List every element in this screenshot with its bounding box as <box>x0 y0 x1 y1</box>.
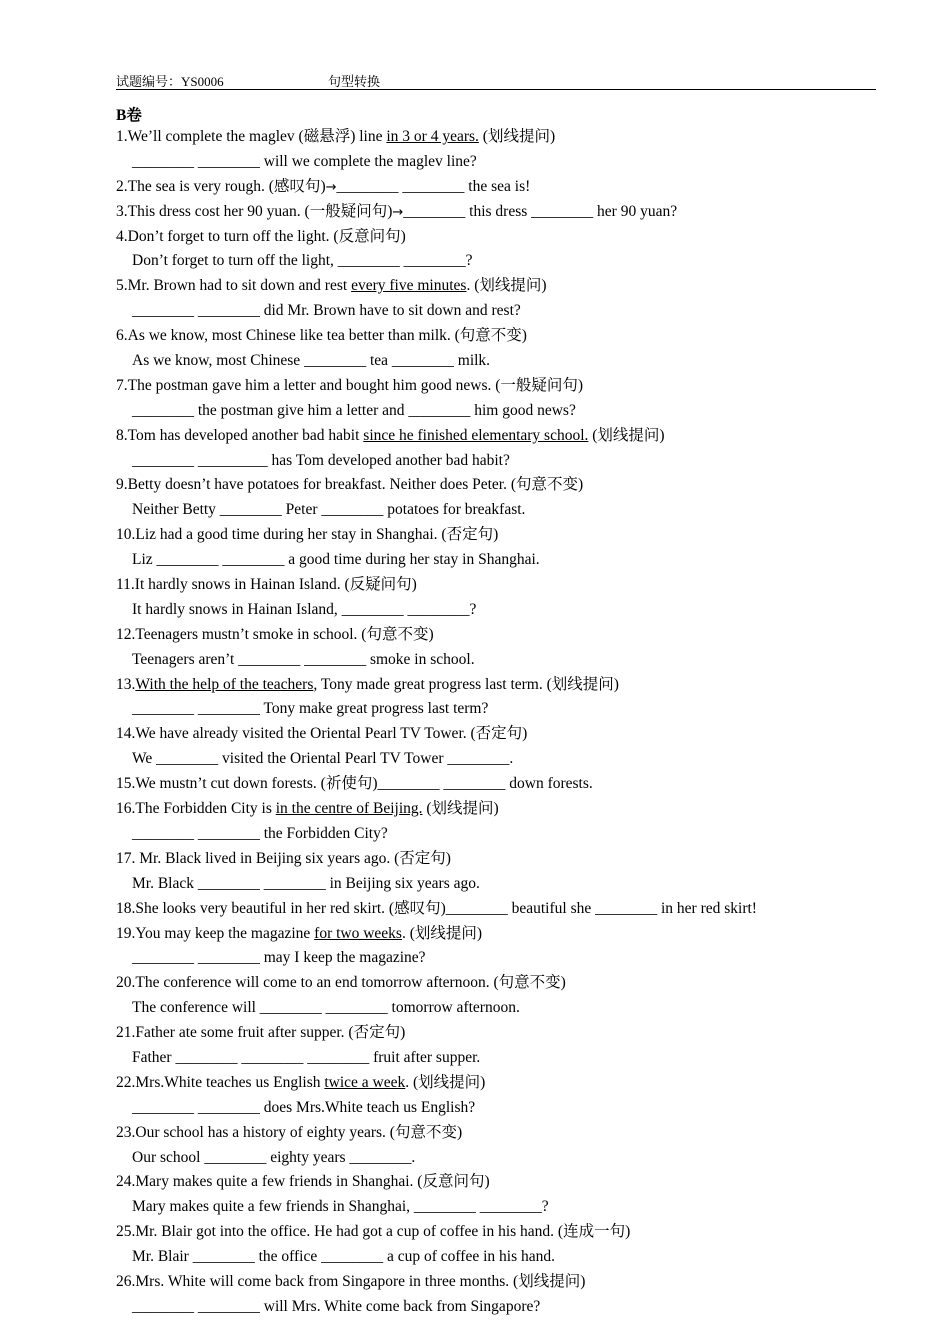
section-title: B卷 <box>116 107 142 124</box>
underlined-phrase: in 3 or 4 years. <box>386 128 479 145</box>
answer-line <box>116 872 876 897</box>
question-line <box>116 971 876 996</box>
question-line <box>116 1270 876 1295</box>
line-text: 17. Mr. Black lived in Beijing six years ago. (否定句) <box>116 849 451 867</box>
question-line <box>116 573 876 598</box>
line-text: 24.Mary makes quite a few friends in Shanghai. (反意问句) <box>116 1173 490 1191</box>
line-text: . (划线提问) <box>405 1073 486 1091</box>
question-line <box>116 1021 876 1046</box>
line-text: As we know, most Chinese ________ tea ________ milk. <box>132 352 491 370</box>
line-text: 23.Our school has a history of eighty years. (句意不变) <box>116 1123 463 1141</box>
answer-line <box>116 1096 876 1121</box>
line-text: ________ _________ has Tom developed another bad habit? <box>132 451 510 469</box>
line-text: Teenagers aren’t ________ ________ smoke in school. <box>132 650 475 668</box>
question-line <box>116 125 876 150</box>
line-text: ________ ________ the sea is! <box>336 177 531 195</box>
answer-line <box>116 697 876 722</box>
underlined-phrase: since he finished elementary school. <box>363 426 589 444</box>
answer-line <box>116 996 876 1021</box>
line-text: 9.Betty doesn’t have potatoes for breakfast. Neither does Peter. (句意不变) <box>116 476 584 494</box>
line-text: (划线提问) <box>478 128 556 145</box>
question-line <box>116 623 876 648</box>
question-line <box>116 523 876 548</box>
question-type: 句型转换 <box>328 74 381 89</box>
answer-line <box>116 648 876 673</box>
line-text: 26.Mrs. White will come back from Singapore in three months. (划线提问) <box>116 1272 586 1290</box>
line-text: 5.Mr. Brown had to sit down and rest <box>116 277 352 295</box>
line-text: ________ ________ will Mrs. White come back from Singapore? <box>132 1297 541 1315</box>
question-line <box>116 374 876 399</box>
line-text: Mary makes quite a few friends in Shanghai, ________ ________? <box>132 1198 549 1216</box>
line-text: 15.We mustn’t cut down forests. (祈使句)________ ________ down forests. <box>116 775 593 793</box>
line-text: It hardly snows in Hainan Island, ________ ________? <box>132 600 477 618</box>
line-text: 2.The sea is very rough. (感叹句) <box>116 177 326 195</box>
line-text: 10.Liz had a good time during her stay in Shanghai. (否定句) <box>116 526 499 544</box>
answer-line <box>116 399 876 424</box>
line-text: We ________ visited the Oriental Pearl TV Tower ________. <box>132 750 514 768</box>
line-text: 19.You may keep the magazine <box>116 924 315 942</box>
question-line <box>116 797 876 822</box>
answer-line <box>116 598 876 623</box>
line-text: ________ ________ the Forbidden City? <box>132 824 388 842</box>
underlined-phrase: With the help of the teachers <box>135 675 314 693</box>
question-line <box>116 175 876 200</box>
line-text: ________ ________ will we complete the maglev line? <box>132 152 477 170</box>
line-text: Don’t forget to turn off the light, ________ ________? <box>132 252 473 270</box>
question-line <box>116 897 876 922</box>
answer-line <box>116 747 876 772</box>
question-line <box>116 922 876 947</box>
line-text: 3.This dress cost her 90 yuan. (一般疑问句) <box>116 202 393 220</box>
line-text: Neither Betty ________ Peter ________ potatoes for breakfast. <box>132 501 526 519</box>
line-text: ________ ________ may I keep the magazine? <box>132 949 426 967</box>
answer-line <box>116 299 876 324</box>
question-line <box>116 847 876 872</box>
answer-line <box>116 1146 876 1171</box>
line-text: 13. <box>116 675 136 693</box>
line-text: Father ________ ________ ________ fruit after supper. <box>132 1048 481 1066</box>
answer-line <box>116 498 876 523</box>
question-line <box>116 324 876 349</box>
line-text: 7.The postman gave him a letter and bought him good news. (一般疑问句) <box>116 376 584 394</box>
line-text: 8.Tom has developed another bad habit <box>116 426 364 444</box>
answer-line <box>116 449 876 474</box>
line-text: The conference will ________ ________ tomorrow afternoon. <box>132 999 520 1017</box>
answer-line <box>116 1046 876 1071</box>
answer-line <box>116 1195 876 1220</box>
line-text: . (划线提问) <box>466 277 547 295</box>
answer-line <box>116 1245 876 1270</box>
line-text: 1.We’ll complete the maglev (磁悬浮) line <box>116 128 387 145</box>
line-text: 21.Father ate some fruit after supper. (否定句) <box>116 1024 406 1042</box>
line-text: 25.Mr. Blair got into the office. He had got a cup of coffee in his hand. (连成一句) <box>116 1223 631 1241</box>
arrow-right-icon: → <box>325 179 337 195</box>
line-text: 16.The Forbidden City is <box>116 800 276 818</box>
question-line <box>116 1220 876 1245</box>
answer-line <box>116 822 876 847</box>
line-text: . (划线提问) <box>401 924 483 942</box>
question-code: 试题编号：YS0006 <box>116 74 224 89</box>
line-text: Mr. Blair ________ the office ________ a cup of coffee in his hand. <box>132 1248 556 1266</box>
line-text: ________ the postman give him a letter and ________ him good news? <box>132 401 576 419</box>
line-text: ________ ________ does Mrs.White teach us English? <box>132 1098 476 1116</box>
underlined-phrase: in the centre of Beijing. <box>275 800 423 818</box>
line-text: 4.Don’t forget to turn off the light. (反意问句) <box>116 227 406 245</box>
answer-line <box>116 946 876 971</box>
line-text: 22.Mrs.White teaches us English <box>116 1073 325 1091</box>
underlined-phrase: for two weeks <box>314 924 402 942</box>
line-text: 6.As we know, most Chinese like tea better than milk. (句意不变) <box>116 327 527 345</box>
line-text: 14.We have already visited the Oriental Pearl TV Tower. (否定句) <box>116 725 528 743</box>
answer-line <box>116 249 876 274</box>
line-text: 12.Teenagers mustn’t smoke in school. (句意不变) <box>116 625 434 643</box>
line-text: ________ ________ Tony make great progress last term? <box>132 700 489 718</box>
line-text: 11.It hardly snows in Hainan Island. (反疑问句) <box>116 576 417 594</box>
line-text: ________ ________ did Mr. Brown have to sit down and rest? <box>132 302 521 320</box>
line-text: Liz ________ ________ a good time during her stay in Shanghai. <box>132 551 540 569</box>
line-text: 20.The conference will come to an end tomorrow afternoon. (句意不变) <box>116 974 566 992</box>
underlined-phrase: twice a week <box>324 1073 406 1091</box>
exercise-list <box>116 125 876 1320</box>
question-line <box>116 473 876 498</box>
underlined-phrase: every five minutes <box>351 277 467 295</box>
line-text: Mr. Black ________ ________ in Beijing six years ago. <box>132 874 480 892</box>
question-line <box>116 772 876 797</box>
answer-line <box>116 150 876 175</box>
answer-line <box>116 1295 876 1320</box>
arrow-right-icon: → <box>392 204 404 220</box>
answer-line <box>116 349 876 374</box>
question-line <box>116 225 876 250</box>
question-line <box>116 274 876 299</box>
line-text: , Tony made great progress last term. (划线提问) <box>313 675 619 693</box>
question-line <box>116 424 876 449</box>
page-header <box>116 70 876 90</box>
question-line <box>116 200 876 225</box>
answer-line <box>116 548 876 573</box>
line-text: (划线提问) <box>422 800 499 818</box>
line-text: 18.She looks very beautiful in her red skirt. (感叹句)________ beautiful she ________ in her red skirt! <box>116 899 757 917</box>
question-line <box>116 1170 876 1195</box>
line-text: ________ this dress ________ her 90 yuan? <box>403 202 678 220</box>
question-line <box>116 673 876 698</box>
question-line <box>116 1071 876 1096</box>
question-line <box>116 1121 876 1146</box>
question-line <box>116 722 876 747</box>
line-text: (划线提问) <box>588 426 665 444</box>
line-text: Our school ________ eighty years ________. <box>132 1148 416 1166</box>
